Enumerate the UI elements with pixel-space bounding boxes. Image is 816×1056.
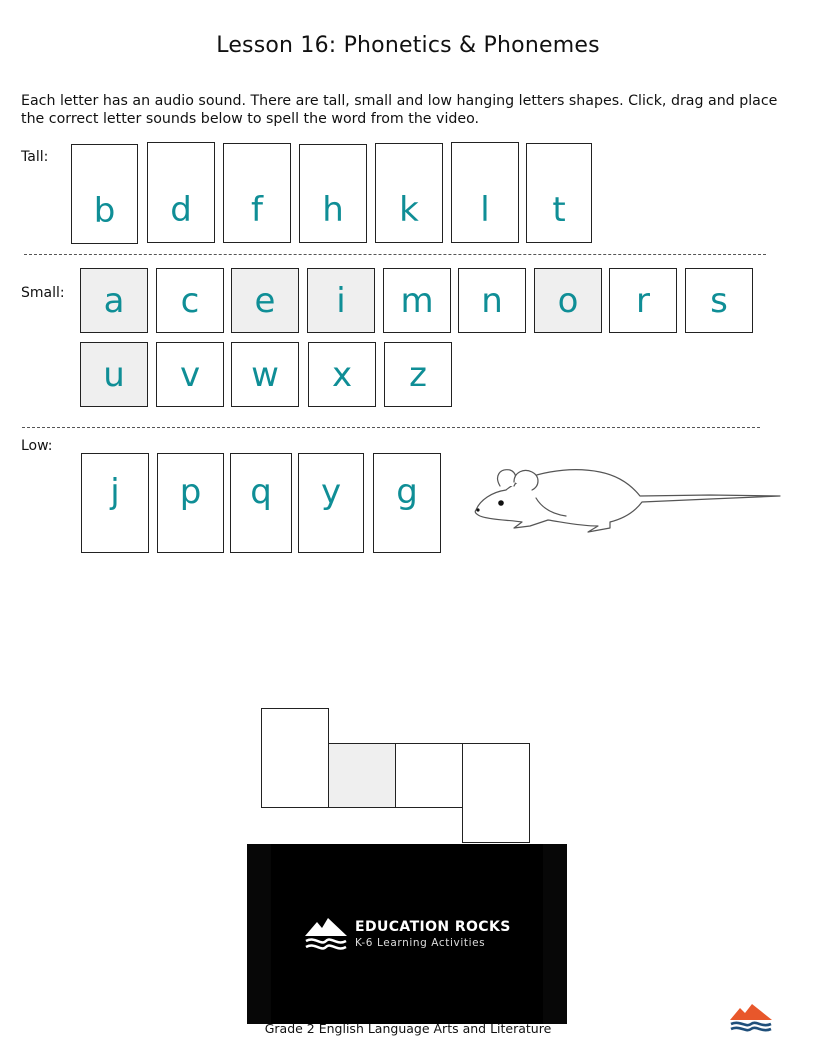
letter-tile-j[interactable]: j — [81, 453, 149, 553]
letter-tile-z[interactable]: z — [384, 342, 452, 407]
letter-tile-i[interactable]: i — [307, 268, 375, 333]
answer-slot-3[interactable] — [395, 743, 463, 808]
letter-tile-r[interactable]: r — [609, 268, 677, 333]
answer-slot-2[interactable] — [328, 743, 396, 808]
letter-tile-w[interactable]: w — [231, 342, 299, 407]
corner-mountain-logo-icon — [728, 1002, 774, 1032]
logo-subtitle: K-6 Learning Activities — [355, 937, 486, 949]
letter-tile-t[interactable]: t — [526, 143, 592, 243]
letter-tile-p[interactable]: p — [157, 453, 224, 553]
footer-text: Grade 2 English Language Arts and Literature — [264, 1021, 552, 1036]
letter-tile-c[interactable]: c — [156, 268, 224, 333]
video-player[interactable] — [247, 844, 567, 1024]
letter-tile-e[interactable]: e — [231, 268, 299, 333]
low-row-label: Low: — [21, 438, 53, 454]
video-letterbox-right — [543, 844, 567, 1024]
letter-tile-q[interactable]: q — [230, 453, 292, 553]
page-title: Lesson 16: Phonetics & Phonemes — [216, 33, 600, 58]
video-letterbox-left — [247, 844, 271, 1024]
logo-title: EDUCATION ROCKS — [355, 919, 511, 935]
tall-row-label: Tall: — [21, 149, 49, 165]
mountain-logo-icon — [303, 916, 349, 950]
letter-tile-g[interactable]: g — [373, 453, 441, 553]
letter-tile-f[interactable]: f — [223, 143, 291, 243]
education-rocks-logo — [303, 914, 523, 954]
divider-tall-small — [24, 254, 766, 255]
letter-tile-k[interactable]: k — [375, 143, 443, 243]
letter-tile-a[interactable]: a — [80, 268, 148, 333]
letter-tile-o[interactable]: o — [534, 268, 602, 333]
small-row-label: Small: — [21, 285, 65, 301]
letter-tile-u[interactable]: u — [80, 342, 148, 407]
answer-slot-1[interactable] — [261, 708, 329, 808]
letter-tile-l[interactable]: l — [451, 142, 519, 243]
letter-tile-n[interactable]: n — [458, 268, 526, 333]
mouse-illustration — [470, 462, 782, 540]
letter-tile-v[interactable]: v — [156, 342, 224, 407]
letter-tile-m[interactable]: m — [383, 268, 451, 333]
letter-tile-d[interactable]: d — [147, 142, 215, 243]
letter-tile-b[interactable]: b — [71, 144, 138, 244]
letter-tile-s[interactable]: s — [685, 268, 753, 333]
letter-tile-x[interactable]: x — [308, 342, 376, 407]
divider-small-low — [22, 427, 760, 428]
instructions-text: Each letter has an audio sound. There are tall, small and low hanging letters shapes. Click, drag and place the correct letter sounds below to spell the word from the video. — [21, 93, 778, 127]
answer-slot-4[interactable] — [462, 743, 530, 843]
letter-tile-y[interactable]: y — [298, 453, 364, 553]
letter-tile-h[interactable]: h — [299, 144, 367, 243]
